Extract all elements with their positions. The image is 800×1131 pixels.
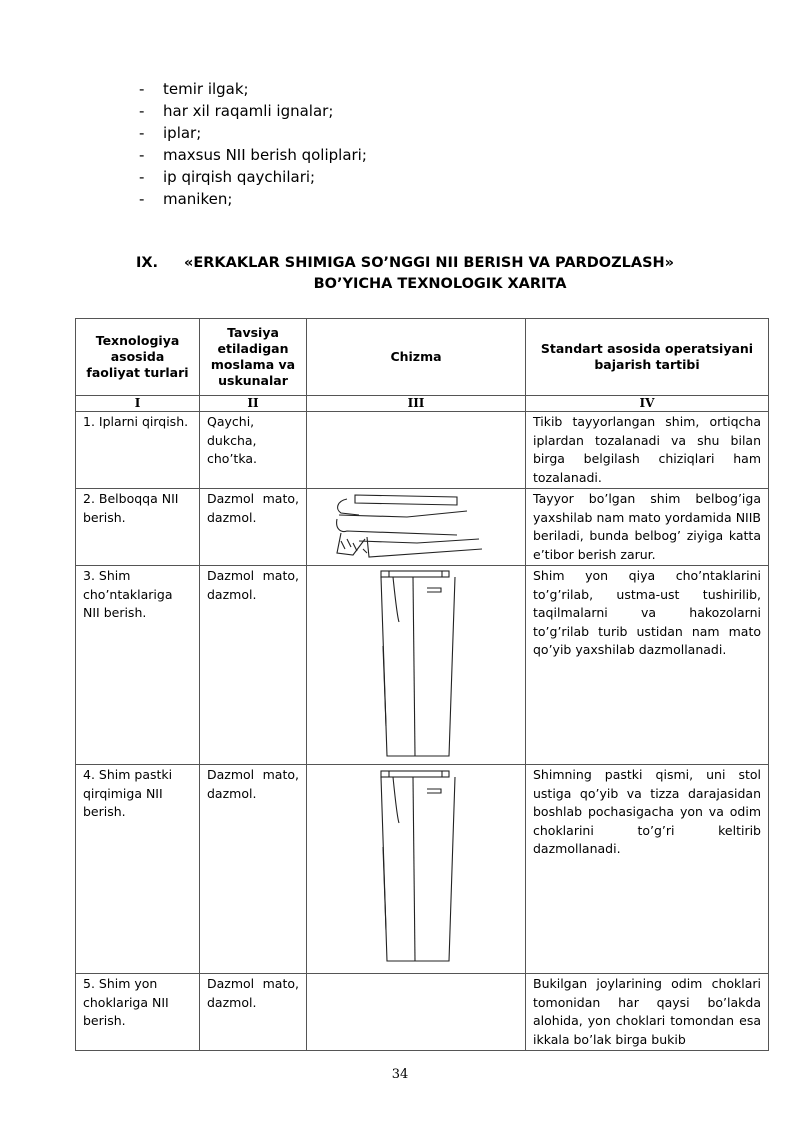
table-header-row [76,319,769,396]
cell-tools: Dazmol mato, dazmol. [200,566,307,765]
roman-numeral-row [76,396,769,412]
cell-tools: Dazmol mato, dazmol. [200,974,307,1051]
table-row [76,974,769,1051]
header-steps: Standart asosida operatsiyani bajarish tartibi [526,319,769,396]
cell-tools: Qaychi, dukcha, cho’tka. [200,412,307,489]
cell-drawing [307,412,526,489]
cell-activity: 5. Shim yon choklariga NII berish. [76,974,200,1051]
cell-drawing [307,489,526,566]
roman-iv: IV [526,396,769,412]
trouser-leg-sketch [307,566,526,764]
roman-ii: II [200,396,307,412]
table-row [76,489,769,566]
cell-activity: 2. Belboqqa NII berish. [76,489,200,566]
cell-drawing [307,566,526,765]
table-row [76,412,769,489]
roman-iii: III [307,396,526,412]
table-row [76,566,769,765]
section-heading [0,255,800,271]
section-title-line2: BO’YICHA TEXNOLOGIK XARITA [313,276,567,292]
bullet-item: - ip qirqish qaychilari; [139,168,316,186]
page-number: 34 [391,1067,409,1082]
header-activity: Texnologiya asosida faoliyat turlari [76,319,200,396]
bullet-item: - maniken; [139,190,233,208]
bullet-item: - har xil raqamli ignalar; [139,102,334,120]
section-title-line1: «ERKAKLAR SHIMIGA SO’NGGI NII BERISH VA PARDOZLASH» [183,255,675,271]
cell-steps: Tayyor bo’lgan shim belbog’iga yaxshilab nam mato yordamida NIIB beriladi, bunda belbog’ ziyiga katta e’tibor berish zarur. [526,489,769,566]
cell-activity: 1. Iplarni qirqish. [76,412,200,489]
bullet-item: - maxsus NII berish qoliplari; [139,146,367,164]
cell-tools: Dazmol mato, dazmol. [200,489,307,566]
table-row [76,765,769,974]
cell-steps: Shimning pastki qismi, uni stol ustiga qo’yib va tizza darajasidan boshlab pochasigacha yon va odim choklarini to’g’ri keltirib dazmollanadi. [526,765,769,974]
waistband-fold-sketch [307,489,526,565]
cell-steps: Tikib tayyorlangan shim, ortiqcha iplardan tozalanadi va shu bilan birga belgilash chiziqlari ham tozalanadi. [526,412,769,489]
cell-activity: 4. Shim pastki qirqimiga NII berish. [76,765,200,974]
cell-steps: Shim yon qiya cho’ntaklarini to’g’rilab, ustma-ust tushirilib, taqilmalarni va hakozolarni to’g’rilab turib ustidan nam mato qo’yib yaxshilab dazmollanadi. [526,566,769,765]
bullet-item: - iplar; [139,124,202,142]
cell-drawing [307,974,526,1051]
header-drawing: Chizma [307,319,526,396]
cell-drawing [307,765,526,974]
trouser-leg-sketch [307,765,526,973]
cell-tools: Dazmol mato, dazmol. [200,765,307,974]
technology-map-table [75,318,769,1051]
tools-bullet-list [139,78,367,210]
section-number: IX. [135,255,159,271]
cell-steps: Bukilgan joylarining odim choklari tomonidan har qaysi bo’lakda alohida, yon choklari tomondan esa ikkala bo’lak birga bukib [526,974,769,1051]
header-tools: Tavsiya etiladigan moslama va uskunalar [200,319,307,396]
cell-activity: 3. Shim cho’ntaklariga NII berish. [76,566,200,765]
bullet-item: - temir ilgak; [139,80,249,98]
roman-i: I [76,396,200,412]
